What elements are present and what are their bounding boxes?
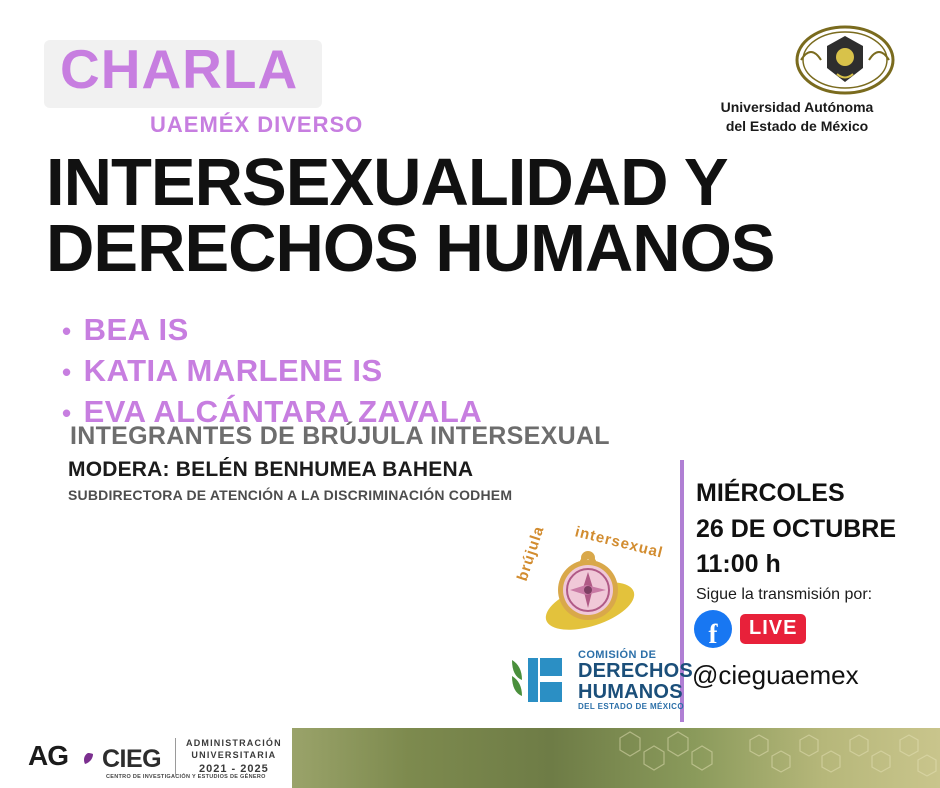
codhem-line2: DERECHOS (578, 660, 693, 683)
codhem-line1: COMISIÓN DE (578, 649, 657, 661)
admin-line2: UNIVERSITARIA (191, 750, 277, 761)
admin-line1: ADMINISTRACIÓN (186, 738, 282, 749)
codhem-emblem-icon (508, 652, 570, 708)
bullet-icon: • (62, 397, 72, 428)
leaf-icon (80, 752, 96, 768)
university-name-line1: Universidad Autónoma (720, 99, 874, 115)
title-line-1: INTERSEXUALIDAD Y (46, 145, 728, 220)
speaker-name: KATIA MARLENE IS (83, 352, 383, 388)
speaker-name: EVA ALCÁNTARA ZAVALA (83, 393, 483, 429)
facebook-icon[interactable]: f (694, 610, 732, 648)
compass-icon (512, 523, 672, 648)
event-day: MIÉRCOLES (696, 479, 845, 507)
charla-badge-label: CHARLA (60, 38, 299, 100)
ag-logo: AG (28, 740, 68, 771)
moderator-label: MODERA: BELÉN BENHUMEA BAHENA (68, 458, 474, 481)
speakers-list (62, 310, 762, 433)
codhem-logo (508, 650, 768, 712)
list-item (62, 310, 762, 351)
brujula-word-right: intersexual (573, 523, 665, 562)
bullet-icon: • (62, 316, 72, 346)
cieg-subtitle: CENTRO DE INVESTIGACIÓN Y ESTUDIOS DE GÉNERO (106, 774, 266, 780)
bullet-icon: • (62, 356, 72, 387)
live-badge: LIVE (740, 614, 806, 644)
university-name (682, 98, 912, 136)
footer (0, 728, 940, 788)
cieg-label: CIEG (102, 745, 162, 773)
footer-decorative-graphic (292, 728, 940, 788)
uaemex-seal-icon (790, 24, 900, 96)
program-label: UAEMÉX DIVERSO (150, 112, 364, 137)
admin-line3: 2021 - 2025 (199, 762, 269, 775)
social-handle[interactable]: @cieguaemex (692, 660, 859, 690)
administration-block (175, 738, 282, 776)
list-item (62, 351, 762, 392)
codhem-text-block (578, 650, 693, 711)
event-time: 11:00 h (696, 550, 781, 578)
codhem-line4: DEL ESTADO DE MÉXICO (578, 702, 684, 712)
event-date-block (696, 476, 926, 583)
title-line-2: DERECHOS HUMANOS (46, 210, 775, 286)
follow-label: Sigue la transmisión por: (696, 586, 873, 603)
cieg-logo (80, 745, 161, 774)
university-name-line2: del Estado de México (725, 117, 869, 134)
speaker-name: BEA IS (83, 312, 189, 347)
page-title (46, 145, 826, 286)
codhem-line3: HUMANOS (578, 681, 683, 704)
moderator-role: SUBDIRECTORA DE ATENCIÓN A LA DISCRIMINACIÓN CODHEM (68, 487, 513, 503)
brujula-word-left: brújula (513, 523, 548, 584)
event-date: 26 DE OCTUBRE (696, 514, 897, 543)
facebook-live-row[interactable] (694, 610, 806, 648)
speakers-group-label: INTEGRANTES DE BRÚJULA INTERSEXUAL (70, 422, 610, 450)
